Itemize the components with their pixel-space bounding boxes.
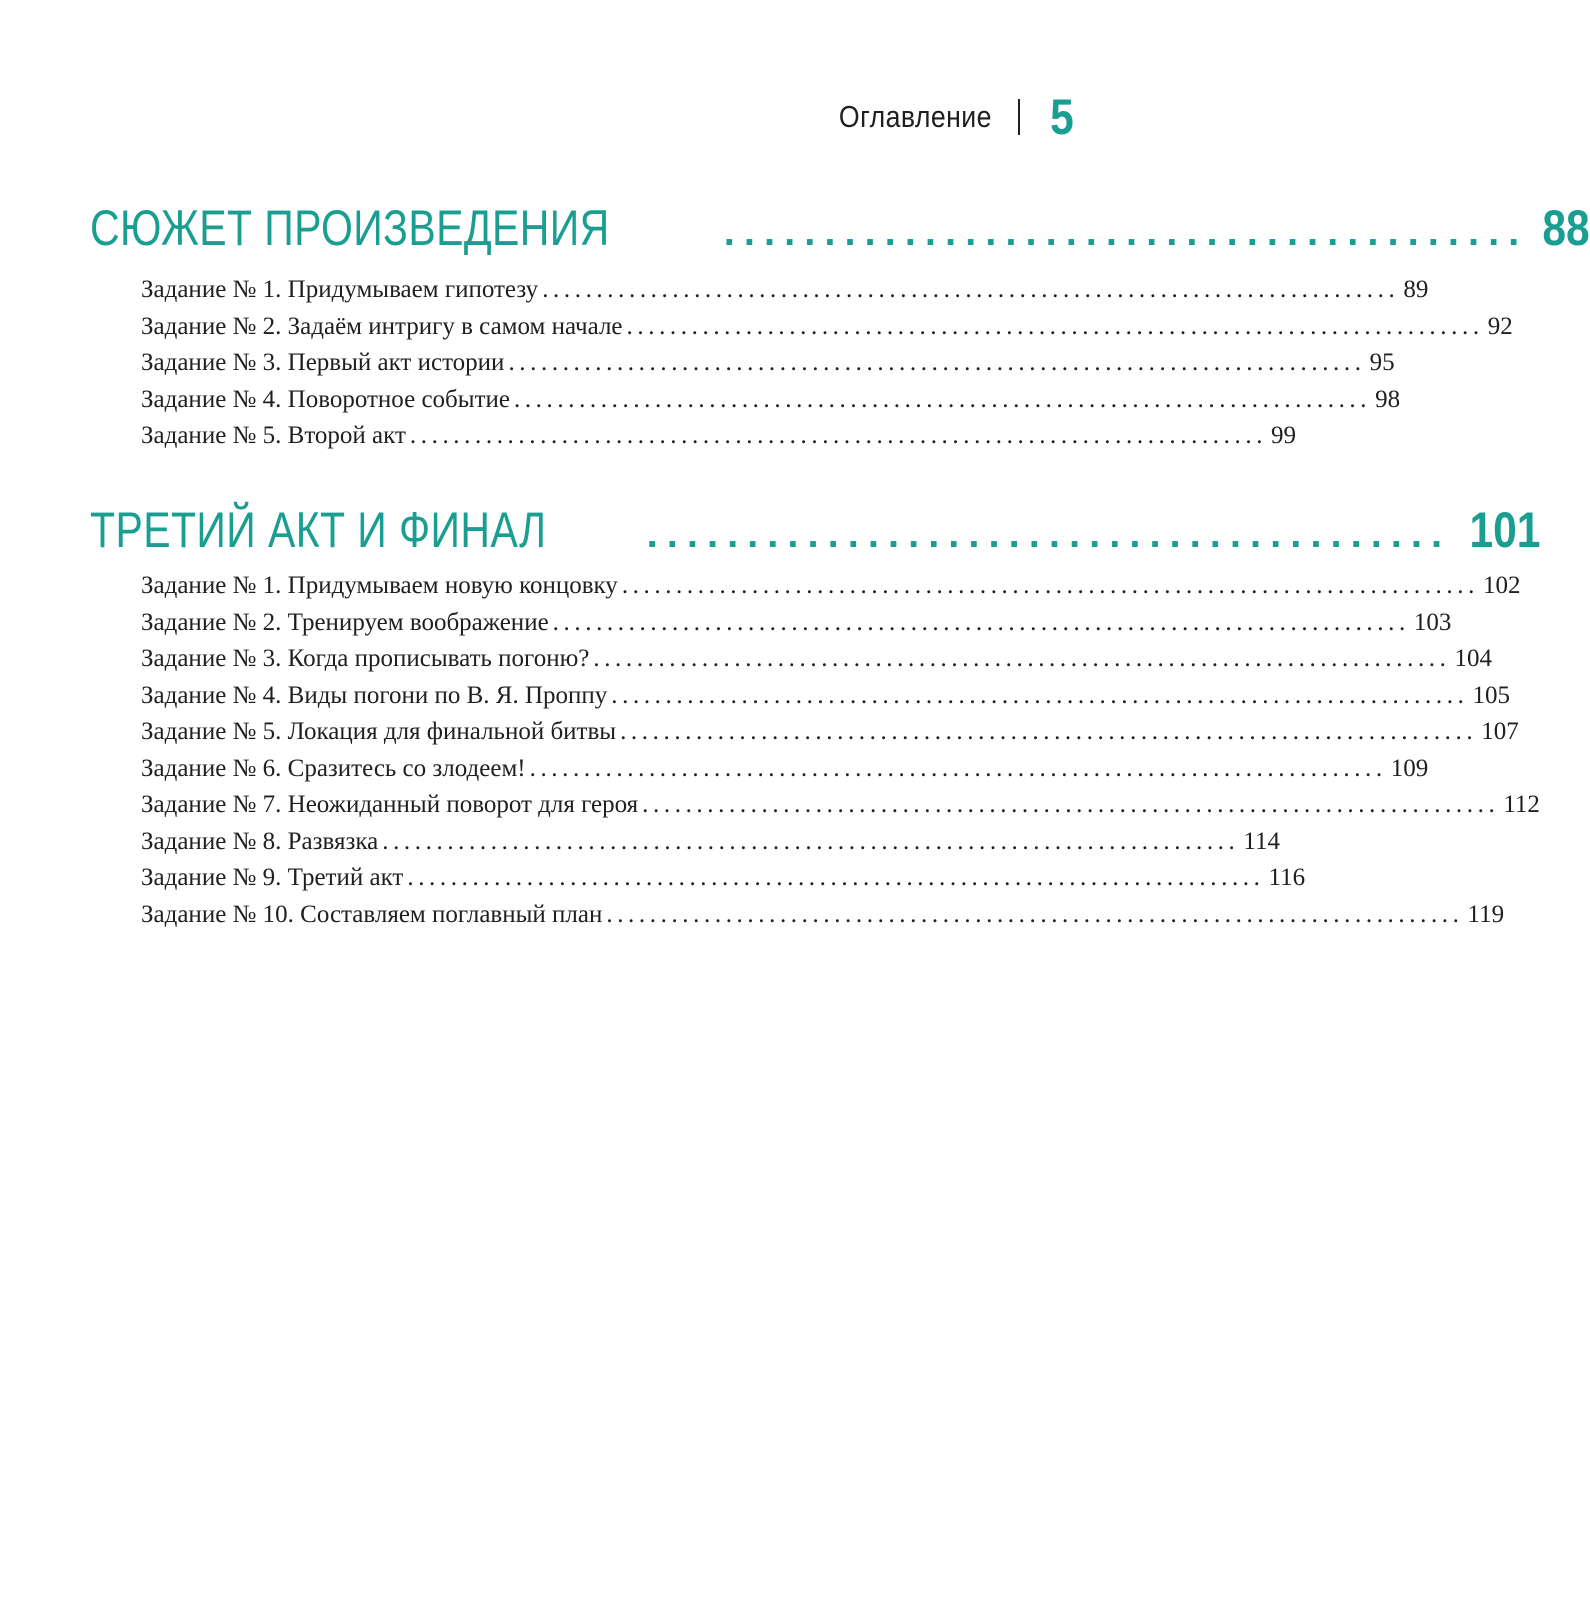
section-heading[interactable]	[90, 498, 1541, 566]
leader-dots: ...............................................................................	[409, 422, 1268, 449]
toc-entry[interactable]	[141, 309, 1513, 346]
toc-entry[interactable]	[141, 860, 1306, 897]
leader-dots: ...............................................................................	[621, 572, 1479, 599]
leader-dots: ...............................................................................	[642, 791, 1500, 818]
toc-entry[interactable]	[141, 641, 1492, 678]
leader-dots: ........................................	[723, 210, 1529, 254]
toc-entry[interactable]	[141, 787, 1540, 824]
entry-title: Задание № 8. Развязка	[141, 827, 379, 855]
running-head-separator	[1018, 99, 1020, 135]
entry-title: Задание № 5. Второй акт	[141, 422, 406, 449]
page-number: 5	[1050, 89, 1074, 145]
entry-title: Задание № 1. Придумываем новую концовку	[141, 572, 618, 599]
leader-dots: ...............................................................................	[626, 312, 1484, 340]
toc-entry[interactable]	[141, 605, 1452, 642]
entry-title: Задание № 2. Задаём интригу в самом начале	[141, 312, 623, 340]
entry-page-number: 107	[1481, 718, 1519, 745]
toc-entry[interactable]	[141, 418, 1297, 455]
entry-page-number: 95	[1369, 349, 1395, 376]
toc-entry[interactable]	[141, 824, 1280, 861]
toc-entry[interactable]	[141, 678, 1510, 715]
entry-page-number: 112	[1503, 791, 1540, 818]
entry-title: Задание № 10. Составляем поглавный план	[141, 900, 603, 928]
entry-title: Задание № 5. Локация для финальной битвы	[141, 718, 617, 745]
entry-title: Задание № 4. Поворотное событие	[141, 385, 510, 413]
entry-title: Задание № 1. Придумываем гипотезу	[141, 276, 539, 303]
section-page-number: 88	[1542, 200, 1590, 256]
leader-dots: ...............................................................................	[611, 681, 1469, 709]
toc-entry[interactable]	[141, 751, 1429, 788]
entry-page-number: 119	[1467, 900, 1505, 928]
entry-page-number: 114	[1243, 827, 1280, 855]
entry-title: Задание № 2. Тренируем воображение	[141, 608, 549, 636]
leader-dots: ...............................................................................	[529, 754, 1387, 782]
entry-page-number: 109	[1390, 754, 1429, 782]
entry-page-number: 105	[1472, 681, 1510, 709]
section-entries	[141, 272, 1513, 455]
running-head-title: Оглавление	[839, 99, 993, 134]
leader-dots: ...............................................................................	[508, 349, 1366, 376]
section-entries	[141, 568, 1540, 933]
toc-entry[interactable]	[141, 568, 1521, 605]
toc-entry[interactable]	[141, 897, 1505, 934]
leader-dots: ...............................................................................	[552, 608, 1410, 636]
section-title: СЮЖЕТ ПРОИЗВЕДЕНИЯ	[90, 200, 610, 256]
toc-section-1	[90, 196, 1590, 455]
toc-entry[interactable]	[141, 272, 1429, 309]
entry-page-number: 89	[1403, 276, 1429, 303]
entry-page-number: 103	[1413, 608, 1452, 636]
entry-page-number: 116	[1268, 864, 1306, 891]
entry-page-number: 98	[1375, 385, 1401, 413]
leader-dots: ...............................................................................	[606, 900, 1464, 928]
leader-dots: ...............................................................................	[382, 827, 1240, 855]
entry-title: Задание № 3. Когда прописывать погоню?	[141, 645, 590, 672]
leader-dots: ...............................................................................	[593, 645, 1451, 672]
entry-page-number: 102	[1482, 572, 1521, 599]
running-head	[814, 89, 1076, 145]
leader-dots: ...............................................................................	[407, 864, 1265, 891]
entry-page-number: 104	[1454, 645, 1492, 672]
entry-page-number: 92	[1487, 312, 1513, 340]
leader-dots: ........................................	[646, 512, 1452, 556]
toc-section-2	[90, 498, 1541, 933]
toc-entry[interactable]	[141, 714, 1519, 751]
section-heading[interactable]	[90, 196, 1590, 264]
toc-entry[interactable]	[141, 382, 1401, 419]
entry-title: Задание № 3. Первый акт истории	[141, 349, 505, 376]
leader-dots: ...............................................................................	[542, 276, 1400, 303]
section-page-number: 101	[1469, 502, 1541, 558]
section-title: ТРЕТИЙ АКТ И ФИНАЛ	[90, 502, 547, 558]
entry-title: Задание № 9. Третий акт	[141, 864, 404, 891]
leader-dots: ...............................................................................	[513, 385, 1372, 413]
entry-title: Задание № 4. Виды погони по В. Я. Проппу	[141, 681, 608, 709]
entry-title: Задание № 6. Сразитесь со злодеем!	[141, 754, 526, 782]
toc-entry[interactable]	[141, 345, 1395, 382]
entry-title: Задание № 7. Неожиданный поворот для героя	[141, 791, 639, 818]
leader-dots: ...............................................................................	[620, 718, 1478, 745]
entry-page-number: 99	[1271, 422, 1297, 449]
